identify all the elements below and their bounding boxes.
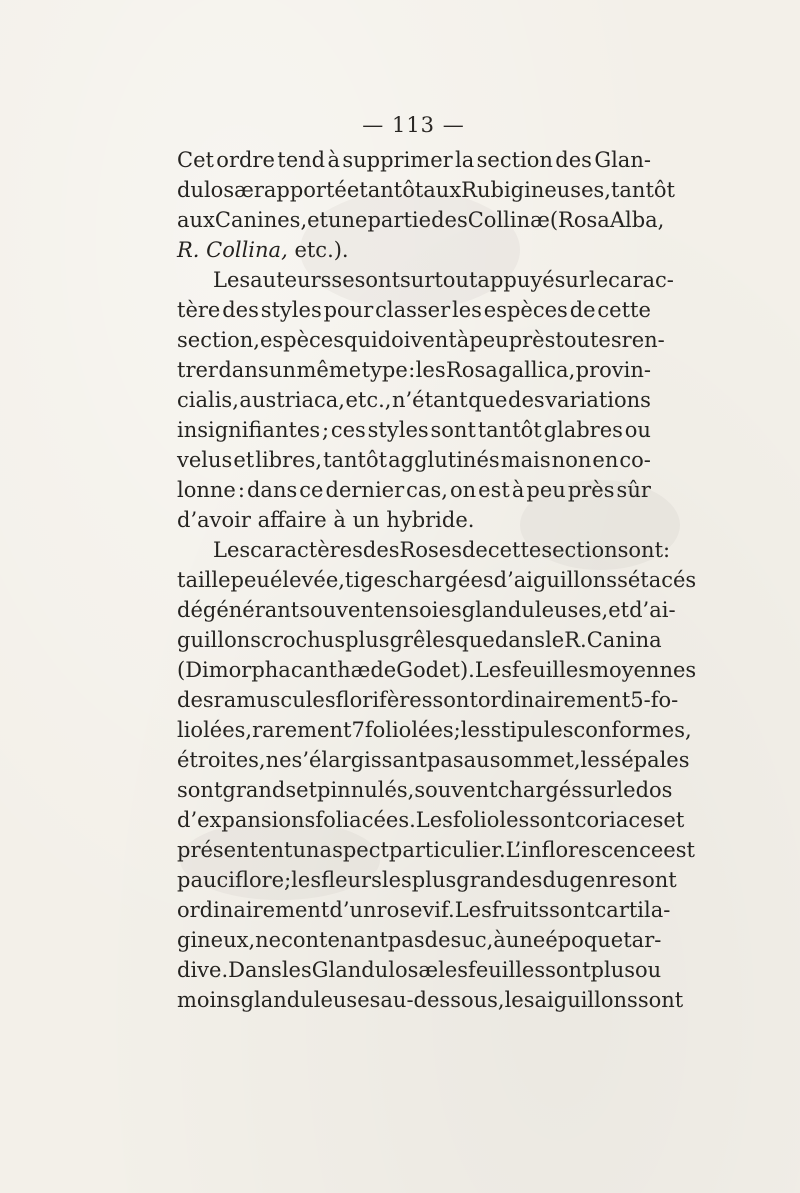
text-line: cialis, austriaca, etc., n’étant que des variations (177, 388, 651, 412)
text-line: Les caractères des Roses de cette section sont : (213, 538, 671, 562)
text-line: section, espèces qui doivent à peu près toutes ren- (177, 328, 665, 352)
text-line: dive. Dans les Glandulosæ les feuilles sont plus ou (177, 958, 662, 982)
text-line: d’expansions foliacées. Les folioles sont coriaces et (177, 808, 685, 832)
text-line: Cet ordre tend à supprimer la section des Glan- (177, 148, 651, 172)
text-line: pauciflore ; les fleurs les plus grandes du genre sont (177, 868, 677, 892)
text-line: étroites, ne s’élargissant pas au sommet, les sépales (177, 748, 690, 772)
text-line: trer dans un même type : les Rosa gallica, provin- (177, 358, 651, 382)
text-line: dégénérant souvent en soies glanduleuses, et d’ai- (177, 598, 676, 622)
text-line: des ramuscules florifères sont ordinairement 5-fo- (177, 688, 679, 712)
text-line: présentent un aspect particulier. L’inflorescence est (177, 838, 695, 862)
text-line: liolées, rarement 7 foliolées ; les stipules conformes, (177, 718, 692, 742)
text-line: insignifiantes ; ces styles sont tantôt glabres ou (177, 418, 651, 442)
text-line: dulosæ rapportée tantôt aux Rubigineuses, tantôt (177, 178, 675, 202)
text-line: moins glanduleuses au-dessous, les aiguillons sont (177, 988, 684, 1012)
text-line: guillons crochus plus grêles que dans le R. Canina (177, 628, 662, 652)
text-line: gineux, ne contenant pas de suc, à une époque tar- (177, 928, 662, 952)
text-line: lonne : dans ce dernier cas, on est à peu près sûr (177, 478, 651, 502)
text-line: sont grands et pinnulés, souvent chargés sur le dos (177, 778, 673, 802)
text-line: R. Collina, etc.). (177, 238, 349, 262)
text-line: ordinairement d’un rose vif. Les fruits sont cartila- (177, 898, 671, 922)
text-line: d’avoir affaire à un hybride. (177, 508, 475, 532)
text-line: aux Canines, et une partie des Collinæ (Rosa Alba, (177, 208, 665, 232)
text-line: tère des styles pour classer les espèces de cette (177, 298, 651, 322)
page-number: — 113 — (362, 113, 465, 137)
body-text (177, 145, 697, 1015)
text-line: taille peu élevée, tiges chargées d’aiguillons sétacés (177, 568, 697, 592)
text-line: velus et libres, tantôt agglutinés mais non en co- (177, 448, 651, 472)
text-line: (Dimorphacanthæ de Godet). Les feuilles moyennes (177, 658, 697, 682)
text-line: Les auteurs se sont surtout appuyé sur le carac- (213, 268, 674, 292)
